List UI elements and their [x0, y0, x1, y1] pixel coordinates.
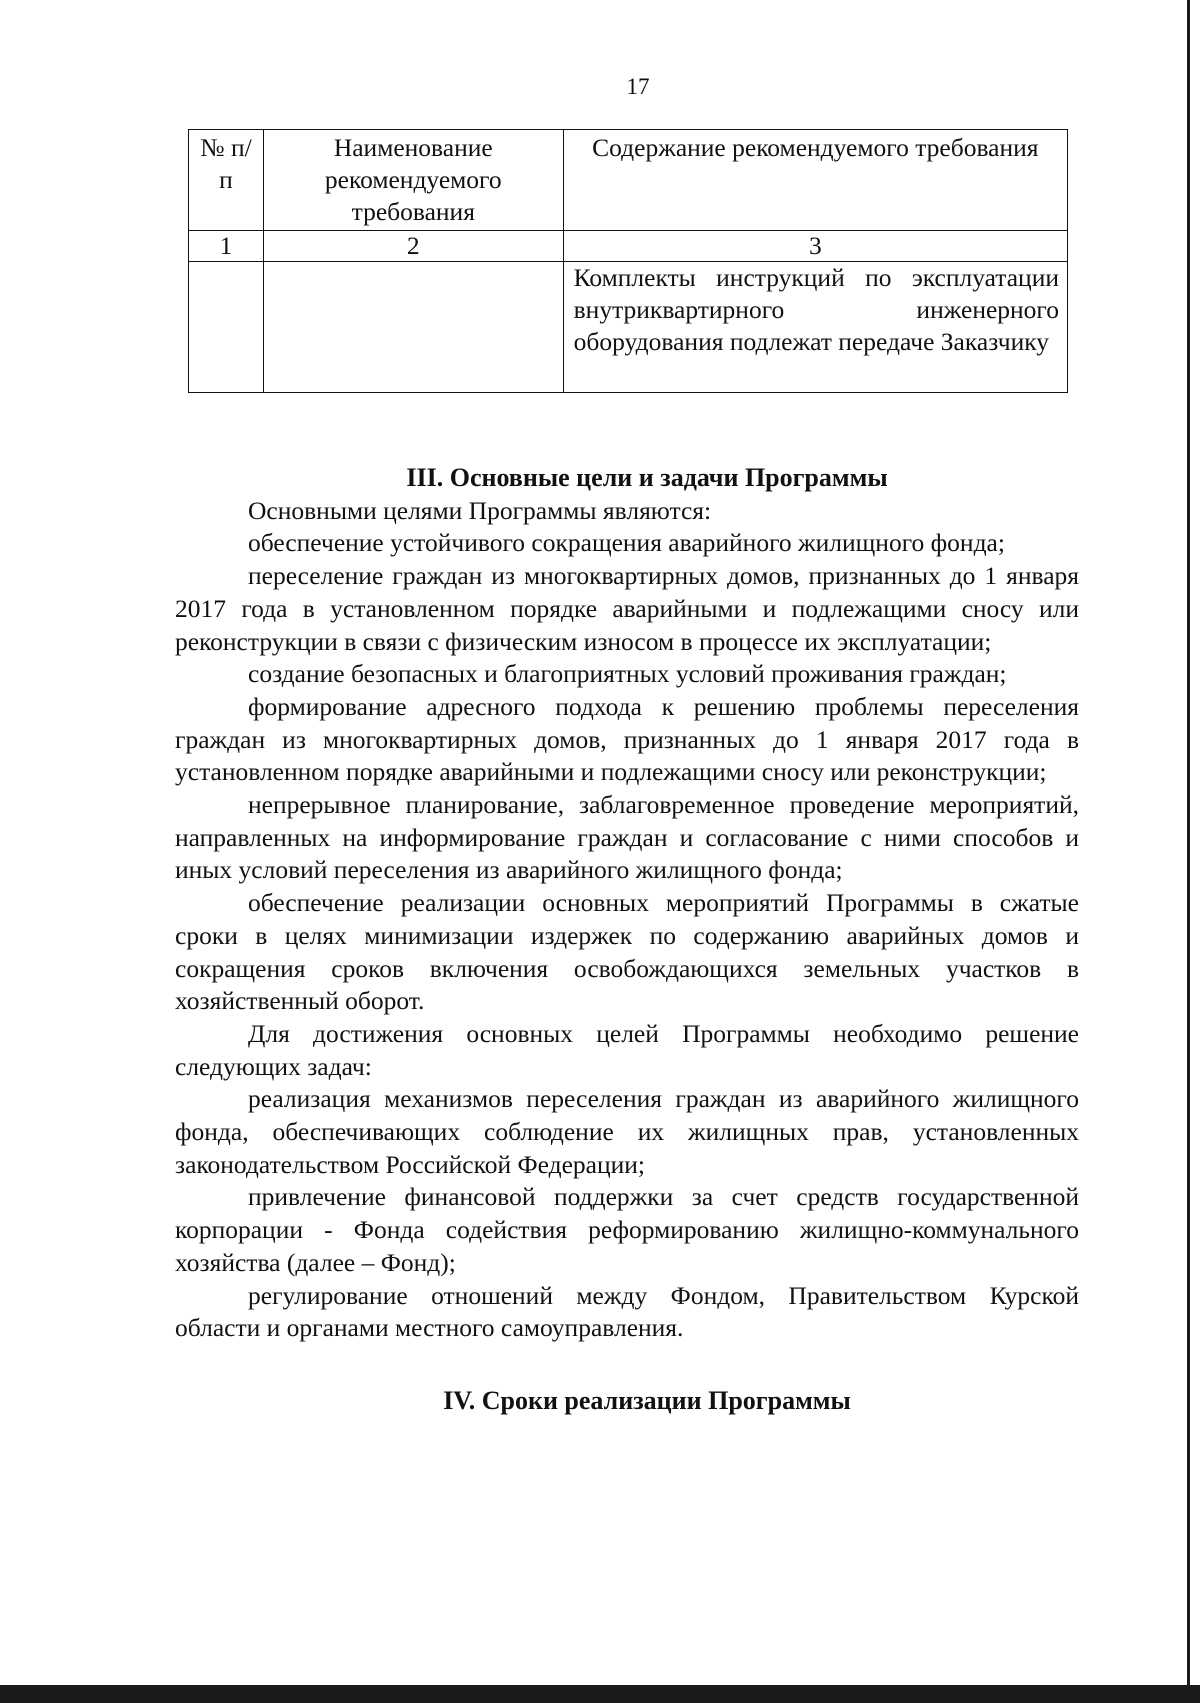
column-number: 3: [563, 231, 1067, 262]
paragraph: привлечение финансовой поддержки за счет средств государственной корпорации - Фонда содействия реформированию жилищно-коммунального хозяйства (далее – Фонд);: [175, 1182, 1079, 1277]
table-header-row: [189, 130, 1068, 231]
section-4-title: IV. Сроки реализации Программы: [443, 1385, 851, 1415]
column-number: 1: [189, 231, 264, 262]
page-number: 17: [626, 74, 650, 99]
table-cell-name: [263, 262, 563, 393]
column-number: 2: [263, 231, 563, 262]
paragraph: Для достижения основных целей Программы необходимо решение следующих задач:: [175, 1018, 1079, 1081]
header-content: Содержание рекомендуемого требования: [563, 130, 1067, 231]
paragraph: переселение граждан из многоквартирных домов, признанных до 1 января 2017 года в установленном порядке аварийными и подлежащими сносу или реконструкции в связи с физическим износом в процессе их эксплуатации;: [175, 561, 1079, 656]
document-body: [175, 462, 1079, 1418]
paragraph: реализация механизмов переселения граждан из аварийного жилищного фонда, обеспечивающих соблюдение их жилищных прав, установленных законодательством Российской Федерации;: [175, 1084, 1079, 1179]
scan-edge-bottom: [0, 1685, 1200, 1703]
paragraph: Основными целями Программы являются:: [248, 495, 712, 525]
table-cell-number: [189, 262, 264, 393]
paragraph: создание безопасных и благоприятных условий проживания граждан;: [248, 659, 1007, 689]
table-row: [189, 262, 1068, 393]
table-column-numbers-row: [189, 231, 1068, 262]
paragraph: обеспечение устойчивого сокращения аварийного жилищного фонда;: [248, 528, 1005, 558]
section-3-title: III. Основные цели и задачи Программы: [406, 463, 888, 492]
paragraph: непрерывное планирование, заблаговременное проведение мероприятий, направленных на информирование граждан и согласование с ними способов и иных условий переселения из аварийного жилищного фонда;: [175, 790, 1079, 885]
header-name: Наименование рекомендуемого требования: [263, 130, 563, 231]
header-number: № п/п: [189, 130, 264, 231]
paragraph: регулирование отношений между Фондом, Правительством Курской области и органами местного самоуправления.: [175, 1280, 1079, 1343]
table-cell-content: Комплекты инструкций по эксплуатации внутриквартирного инженерного оборудования подлежат передаче Заказчику: [563, 262, 1067, 393]
scan-edge-right: [1187, 0, 1190, 1688]
paragraph: обеспечение реализации основных мероприятий Программы в сжатые сроки в целях минимизации издержек по содержанию аварийных домов и сокращения сроков включения освобождающихся земельных участков в хозяйственный оборот.: [175, 888, 1079, 1016]
requirements-table: [188, 129, 1068, 393]
paragraph: формирование адресного подхода к решению проблемы переселения граждан из многоквартирных домов, признанных до 1 января 2017 года в установленном порядке аварийными и подлежащими сносу или реконструкции;: [175, 691, 1079, 787]
